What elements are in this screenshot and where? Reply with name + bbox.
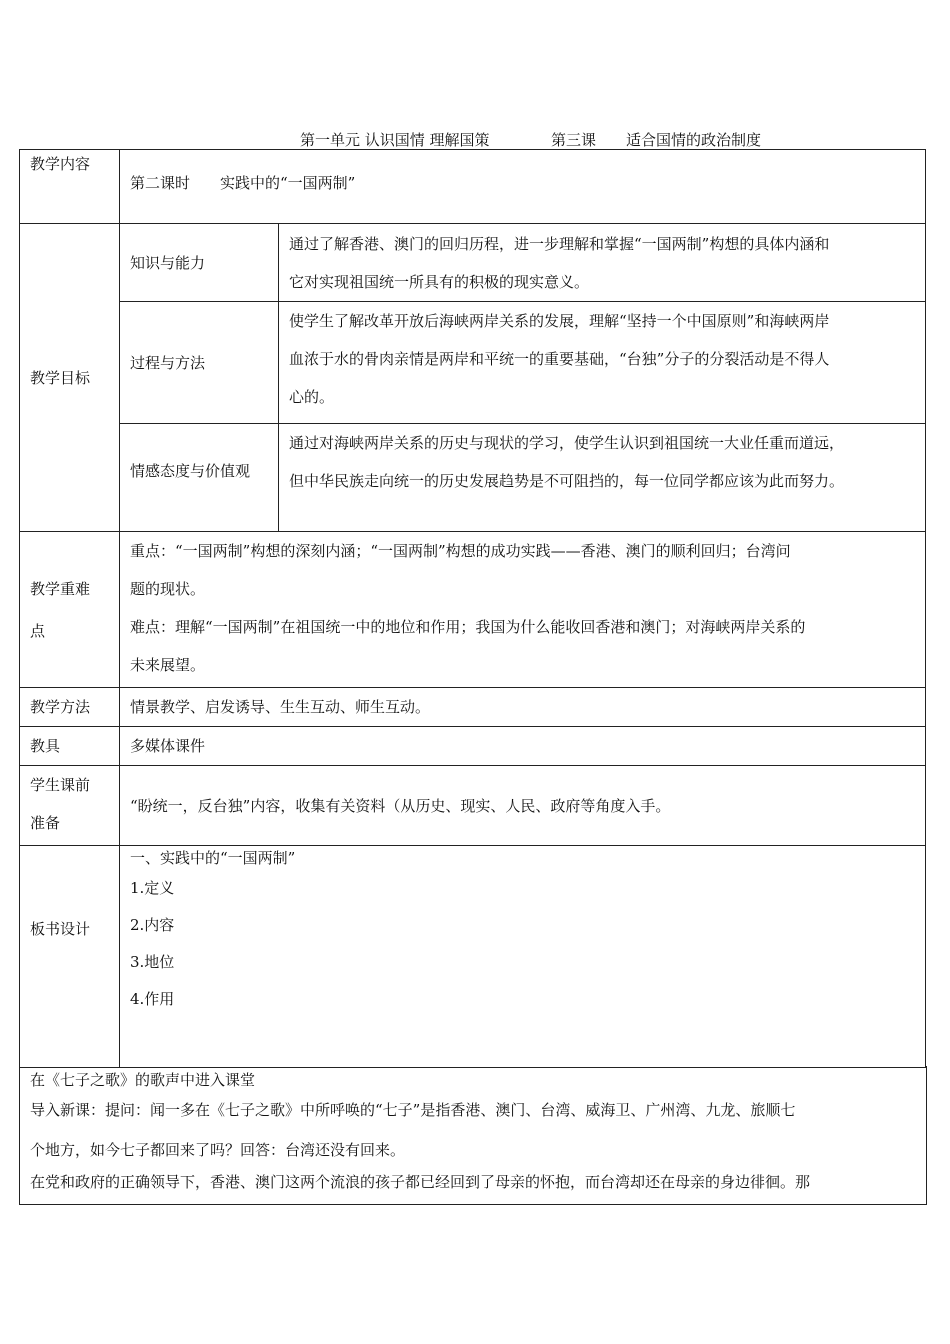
prep-text: “盼统一，反台独”内容，收集有关资料（从历史、现实、人民、政府等角度入手。 [120,766,926,846]
tools-label: 教具 [20,727,120,766]
row-goal-process [20,302,926,424]
process-line: 个地方，如今七子都回来了吗？回答：台湾还没有回来。 [30,1141,406,1159]
board-label: 板书设计 [20,846,120,1068]
content-value: 第二课时 实践中的“一国两制” [120,150,926,224]
process-line: 在党和政府的正确领导下，香港、澳门这两个流浪的孩子都已经回到了母亲的怀抱，而台湾却还在母亲的身边徘徊。那 [30,1173,811,1191]
methods-text: 情景教学、启发诱导、生生互动、师生互动。 [120,688,926,727]
row-keypoints [20,532,926,688]
goal-process-text: 使学生了解改革开放后海峡两岸关系的发展，理解“坚持一个中国原则”和海峡两岸 血浓于水的骨肉亲情是两岸和平统一的重要基础，“台独”分子的分裂活动是不得人 心的。 [279,302,926,424]
row-goal-attitude [20,424,926,532]
process-line: 导入新课：提问：闻一多在《七子之歌》中所呼唤的“七子”是指香港、澳门、台湾、威海卫、广州湾、九龙、旅顺七 [30,1101,796,1119]
teaching-process [19,1066,927,1205]
row-prep [20,766,926,846]
tools-text: 多媒体课件 [120,727,926,766]
goal-attitude-label: 情感态度与价值观 [120,424,279,532]
goal-knowledge-label: 知识与能力 [120,224,279,302]
row-tools [20,727,926,766]
goal-knowledge-text: 通过了解香港、澳门的回归历程，进一步理解和掌握“一国两制”构想的具体内涵和 它对实现祖国统一所具有的积极的现实意义。 [279,224,926,302]
lesson-plan-table [19,149,926,1068]
row-methods [20,688,926,727]
goal-process-label: 过程与方法 [120,302,279,424]
lesson-number: 第三课 [551,131,597,149]
prep-label: 学生课前 准备 [20,766,120,846]
methods-label: 教学方法 [20,688,120,727]
goals-label: 教学目标 [20,224,120,532]
document-title [0,130,950,150]
row-goal-knowledge [20,224,926,302]
keypoints-label: 教学重难 点 [20,532,120,688]
row-board [20,846,926,1068]
content-label: 教学内容 [20,150,120,224]
unit-title: 第一单元 认识国情 理解国策 [300,131,490,149]
goal-attitude-text: 通过对海峡两岸关系的历史与现状的学习，使学生认识到祖国统一大业任重而道远， 但中华民族走向统一的历史发展趋势是不可阻挡的，每一位同学都应该为此而努力。 [279,424,926,532]
keypoints-text: 重点：“一国两制”构想的深刻内涵；“一国两制”构想的成功实践——香港、澳门的顺利回归；台湾问 题的现状。 难点：理解“一国两制”在祖国统一中的地位和作用；我国为什么能收回香港和澳门；对海峡两岸关系的 未来展望。 [120,532,926,688]
lesson-topic: 适合国情的政治制度 [626,131,762,149]
row-content [20,150,926,224]
board-text: 一、实践中的“一国两制” 1.定义 2.内容 3.地位 4.作用 [120,846,926,1068]
process-line: 在《七子之歌》的歌声中进入课堂 [30,1071,256,1089]
